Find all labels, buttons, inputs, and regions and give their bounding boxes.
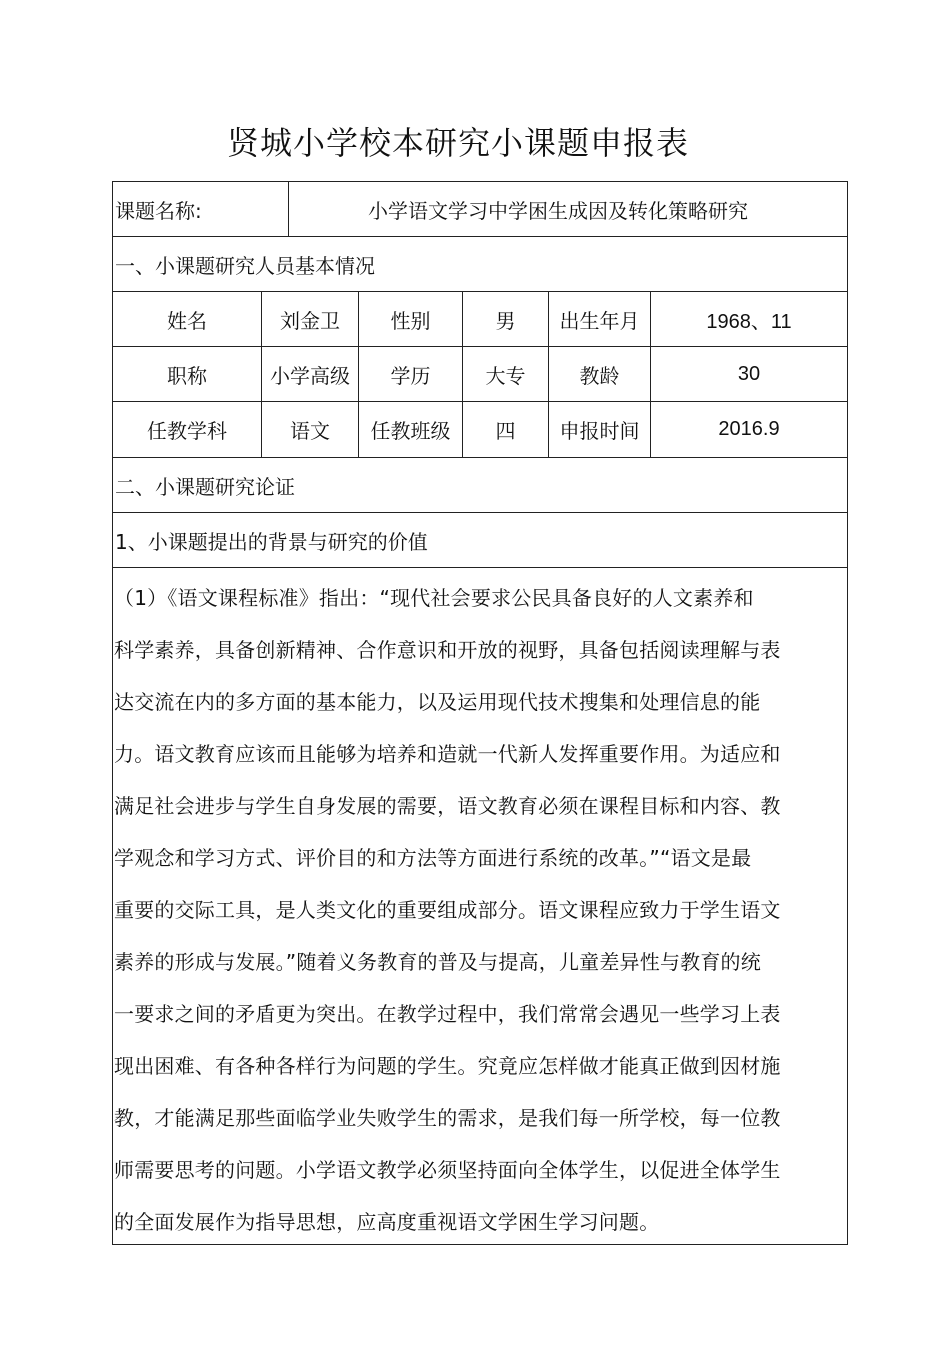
paragraph-line: 达交流在内的多方面的基本能力，以及运用现代技术搜集和处理信息的能 (114, 690, 761, 714)
teaching-years-value: 30 (650, 347, 847, 401)
name-value: 刘金卫 (261, 292, 358, 346)
paragraph-line: 一要求之间的矛盾更为突出。在教学过程中，我们常常会遇见一些学习上表 (114, 1002, 781, 1026)
section-header-argument (113, 458, 847, 513)
grade-label: 任教班级 (358, 402, 462, 457)
section-header-personnel (113, 237, 847, 292)
paragraph-line: 素养的形成与发展。”随着义务教育的普及与提高，儿童差异性与教育的统 (114, 950, 761, 974)
birth-value: 1968、11 (650, 292, 847, 346)
topic-row (113, 182, 847, 237)
subject-value: 语文 (261, 402, 358, 457)
paragraph-line: 重要的交际工具，是人类文化的重要组成部分。语文课程应致力于学生语文 (114, 898, 781, 922)
personnel-row (113, 292, 847, 347)
title-value: 小学高级 (261, 347, 358, 401)
gender-label: 性别 (358, 292, 462, 346)
paragraph-line: 现出困难、有各种各样行为问题的学生。究竟应怎样做才能真正做到因材施 (114, 1054, 781, 1078)
name-label: 姓名 (167, 308, 207, 333)
application-form-table (112, 181, 848, 1245)
apply-date-label: 申报时间 (548, 402, 650, 457)
paragraph-line: 力。语文教育应该而且能够为培养和造就一代新人发挥重要作用。为适应和 (114, 742, 781, 766)
subsection-header-background (113, 513, 847, 568)
section-title: 一、小课题研究人员基本情况 (115, 253, 375, 278)
teaching-years-label: 教龄 (548, 347, 650, 401)
page-title: 贤城小学校本研究小课题申报表 (226, 124, 689, 162)
topic-label: 课题名称: (115, 198, 202, 223)
paragraph-line: 学观念和学习方式、评价目的和方法等方面进行系统的改革。”“语文是最 (114, 846, 752, 870)
birth-label: 出生年月 (548, 292, 650, 346)
paragraph-line: （1）《语文课程标准》指出：“现代社会要求公民具备良好的人文素养和 (114, 586, 754, 610)
personnel-row (113, 347, 847, 402)
gender-value: 男 (462, 292, 548, 346)
personnel-row (113, 402, 847, 458)
section-title: 二、小课题研究论证 (115, 474, 295, 499)
paragraph-line: 满足社会进步与学生自身发展的需要，语文教育必须在课程目标和内容、教 (114, 794, 781, 818)
apply-date-value: 2016.9 (650, 402, 847, 457)
subsection-title: 1、小课题提出的背景与研究的价值 (115, 529, 428, 554)
paragraph-line: 的全面发展作为指导思想，应高度重视语文学困生学习问题。 (114, 1210, 660, 1234)
subject-label: 任教学科 (147, 419, 227, 443)
paragraph-line: 师需要思考的问题。小学语文教学必须坚持面向全体学生，以促进全体学生 (114, 1158, 781, 1182)
education-value: 大专 (462, 347, 548, 401)
title-label: 职称 (167, 363, 207, 388)
education-label: 学历 (358, 347, 462, 401)
topic-value: 小学语文学习中学困生成因及转化策略研究 (288, 182, 847, 236)
paragraph-line: 教，才能满足那些面临学业失败学生的需求，是我们每一所学校，每一位教 (114, 1106, 781, 1130)
grade-value: 四 (462, 402, 548, 457)
paragraph-line: 科学素养，具备创新精神、合作意识和开放的视野，具备包括阅读理解与表 (114, 638, 781, 662)
background-paragraph (113, 568, 847, 1244)
